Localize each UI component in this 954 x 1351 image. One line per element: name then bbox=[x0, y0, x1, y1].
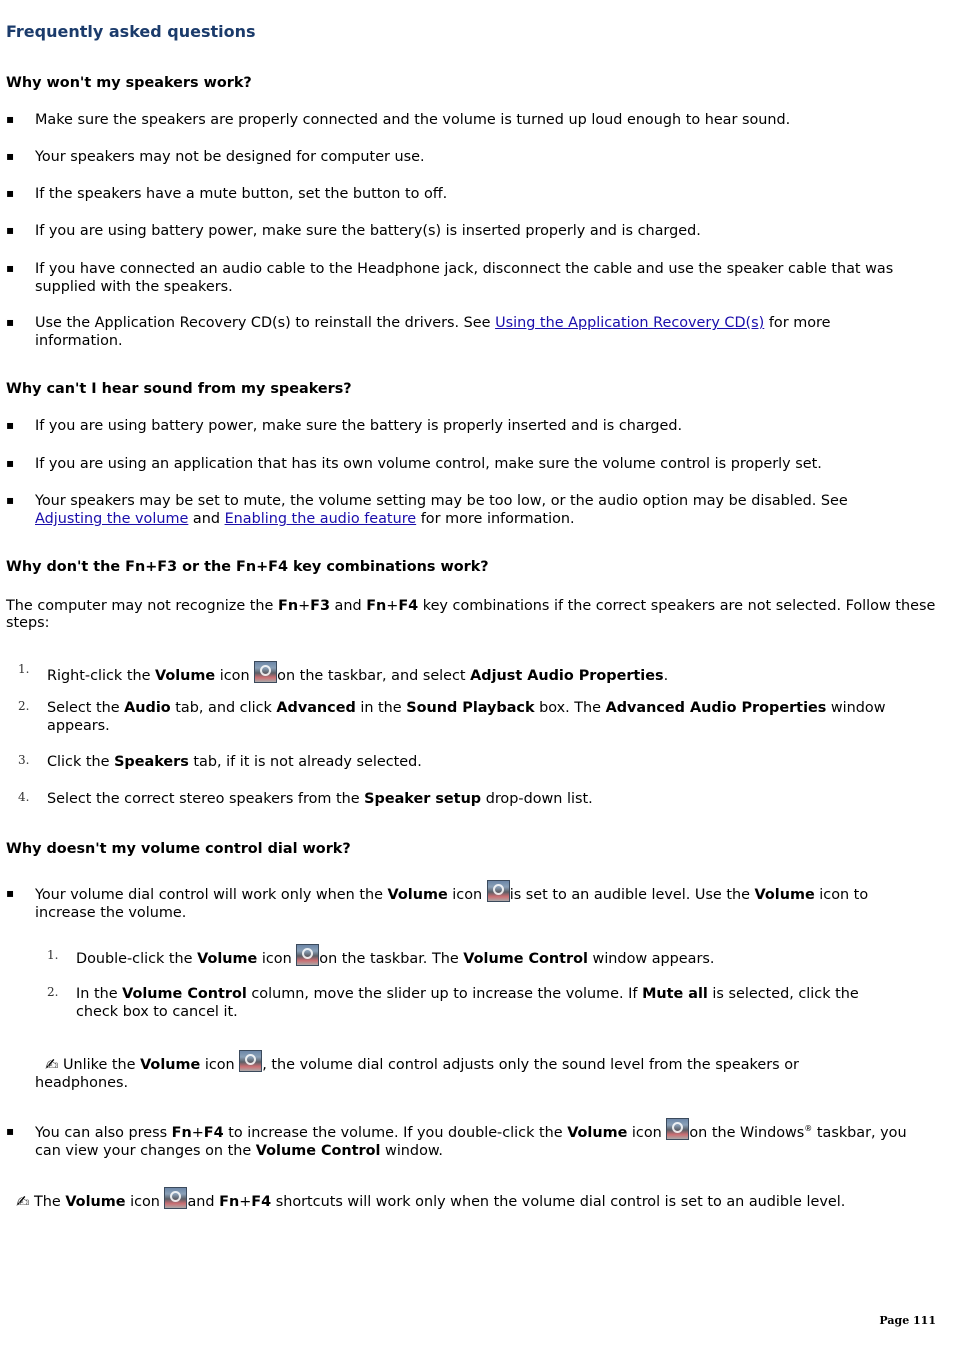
text: and bbox=[187, 1194, 220, 1210]
text: Volume Control bbox=[255, 1143, 381, 1159]
text: Volume Control bbox=[463, 951, 588, 967]
text: Click the bbox=[47, 754, 115, 770]
question-dial: Why doesn't my volume control dial work? bbox=[6, 841, 351, 857]
text: shortcuts will work only when the volume dial control is set to an audible level. bbox=[271, 1194, 846, 1210]
key-f3: F3 bbox=[310, 598, 330, 614]
text: taskbar, you can view your changes on the bbox=[35, 1125, 907, 1159]
text: window appears. bbox=[47, 700, 886, 734]
bullet-marker: ▪ bbox=[6, 223, 15, 237]
step-number: 2. bbox=[47, 985, 59, 999]
step-item bbox=[47, 790, 947, 808]
key-f4: F4 bbox=[398, 598, 419, 614]
text: Volume bbox=[155, 668, 216, 684]
text: tab, and click bbox=[170, 700, 277, 716]
key-fn: Fn bbox=[277, 598, 299, 614]
text: + bbox=[298, 598, 311, 614]
text: Select the bbox=[47, 700, 125, 716]
key-f4: F4 bbox=[203, 1125, 224, 1141]
volume-icon bbox=[296, 944, 319, 966]
text: You can also press bbox=[35, 1125, 172, 1141]
text: icon bbox=[447, 887, 487, 903]
bullet-marker: ▪ bbox=[6, 886, 15, 900]
text: The computer may not recognize the bbox=[6, 598, 278, 614]
text: window. bbox=[380, 1143, 443, 1159]
text: , the volume dial control adjusts only the sound level from the speakers or headphones. bbox=[35, 1057, 799, 1091]
text: to increase the volume. If you double-click the bbox=[223, 1125, 568, 1141]
text: Your volume dial control will work only when the bbox=[35, 887, 388, 903]
list-item: Make sure the speakers are properly connected and the volume is turned up loud enough to hear sound. bbox=[35, 112, 791, 128]
text: icon bbox=[257, 951, 297, 967]
text: Mute all bbox=[642, 986, 708, 1002]
registered-mark: ® bbox=[804, 1124, 813, 1134]
text: icon bbox=[125, 1194, 165, 1210]
list-item: Your speakers may not be designed for computer use. bbox=[35, 149, 425, 165]
list-item: If the speakers have a mute button, set the button to off. bbox=[35, 186, 448, 202]
text: Sound Playback bbox=[406, 700, 535, 716]
bullet-marker: ▪ bbox=[6, 149, 15, 163]
text: Select the correct stereo speakers from the bbox=[47, 791, 365, 807]
step-number: 2. bbox=[18, 699, 30, 713]
volume-icon bbox=[666, 1118, 689, 1140]
text: for more information. bbox=[35, 315, 831, 349]
text: tab, if it is not already selected. bbox=[188, 754, 422, 770]
text: is selected, click the check box to cancel it. bbox=[76, 986, 859, 1020]
text: is set to an audible level. Use the bbox=[509, 887, 755, 903]
bullet-marker: ▪ bbox=[6, 418, 15, 432]
key-f4: F4 bbox=[251, 1194, 272, 1210]
volume-icon bbox=[164, 1187, 187, 1209]
bullet-marker: ▪ bbox=[6, 261, 15, 275]
text: Speaker setup bbox=[364, 791, 482, 807]
text: + bbox=[386, 598, 399, 614]
text: Volume bbox=[197, 951, 258, 967]
text: + bbox=[239, 1194, 252, 1210]
bullet-marker: ▪ bbox=[6, 456, 15, 470]
note bbox=[16, 1187, 936, 1211]
text: Speakers bbox=[114, 754, 189, 770]
step-number: 1. bbox=[47, 948, 59, 962]
text: column, move the slider up to increase the volume. If bbox=[246, 986, 643, 1002]
text: icon to increase the volume. bbox=[35, 887, 869, 921]
question-fn-keys: Why don't the Fn+F3 or the Fn+F4 key combinations work? bbox=[6, 559, 489, 575]
text: In the bbox=[76, 986, 123, 1002]
volume-icon bbox=[487, 880, 510, 902]
text: Use the Application Recovery CD(s) to reinstall the drivers. See bbox=[35, 315, 496, 331]
question-speakers-work: Why won't my speakers work? bbox=[6, 75, 252, 91]
note bbox=[35, 1050, 895, 1092]
text: in the bbox=[355, 700, 407, 716]
intro-paragraph bbox=[6, 598, 936, 632]
adjusting-volume-link[interactable]: Adjusting the volume bbox=[35, 511, 189, 527]
text: box. The bbox=[534, 700, 606, 716]
list-item bbox=[35, 1118, 925, 1160]
text: Advanced Audio Properties bbox=[605, 700, 827, 716]
bullet-marker: ▪ bbox=[6, 186, 15, 200]
text: Audio bbox=[124, 700, 171, 716]
bullet-marker: ▪ bbox=[6, 1124, 15, 1138]
text: on the Windows bbox=[689, 1125, 805, 1141]
step-item bbox=[76, 985, 896, 1021]
text: Advanced bbox=[276, 700, 356, 716]
list-item: If you are using an application that has its own volume control, make sure the volume control is properly set. bbox=[35, 456, 822, 472]
text: . bbox=[663, 668, 669, 684]
page-number: Page 111 bbox=[879, 1314, 936, 1327]
text: Unlike the bbox=[58, 1057, 141, 1073]
text: icon bbox=[215, 668, 255, 684]
text: Right-click the bbox=[47, 668, 156, 684]
enabling-audio-link[interactable]: Enabling the audio feature bbox=[224, 511, 417, 527]
text: key combinations if the correct speakers are not selected. Follow these steps: bbox=[6, 598, 936, 631]
text: and bbox=[329, 598, 367, 614]
text: Volume bbox=[140, 1057, 201, 1073]
key-fn: Fn bbox=[366, 598, 387, 614]
text: Volume bbox=[65, 1194, 126, 1210]
note-pen-icon: ✍ bbox=[16, 1192, 30, 1211]
text: icon bbox=[627, 1125, 667, 1141]
step-item bbox=[47, 699, 907, 735]
list-item bbox=[35, 314, 915, 350]
step-item bbox=[47, 753, 947, 771]
step-item bbox=[76, 944, 916, 968]
volume-icon bbox=[239, 1050, 262, 1072]
text: Double-click the bbox=[76, 951, 198, 967]
step-number: 3. bbox=[18, 753, 30, 767]
bullet-marker: ▪ bbox=[6, 112, 15, 126]
bullet-marker: ▪ bbox=[6, 315, 15, 329]
text: window appears. bbox=[587, 951, 715, 967]
page-title: Frequently asked questions bbox=[6, 22, 256, 41]
text: drop-down list. bbox=[481, 791, 593, 807]
text: on the taskbar, and select bbox=[277, 668, 471, 684]
text: icon bbox=[200, 1057, 240, 1073]
recovery-cd-link[interactable]: Using the Application Recovery CD(s) bbox=[495, 315, 765, 331]
text: + bbox=[191, 1125, 204, 1141]
question-hear-sound: Why can't I hear sound from my speakers? bbox=[6, 381, 352, 397]
text: Volume bbox=[387, 887, 448, 903]
text: Volume bbox=[754, 887, 815, 903]
key-fn: Fn bbox=[171, 1125, 192, 1141]
list-item bbox=[35, 880, 915, 922]
text: Volume bbox=[567, 1125, 628, 1141]
volume-icon bbox=[254, 661, 277, 683]
text: on the taskbar. The bbox=[319, 951, 464, 967]
list-item: If you are using battery power, make sure the battery(s) is inserted properly and is charged. bbox=[35, 223, 701, 239]
list-item: If you have connected an audio cable to the Headphone jack, disconnect the cable and use the speaker cable that was supplied with the speakers. bbox=[35, 261, 894, 295]
step-number: 1. bbox=[18, 662, 30, 676]
key-fn: Fn bbox=[219, 1194, 240, 1210]
text: Adjust Audio Properties bbox=[470, 668, 664, 684]
list-item bbox=[35, 492, 915, 528]
text: for more information. bbox=[416, 511, 575, 527]
step-number: 4. bbox=[18, 790, 30, 804]
bullet-marker: ▪ bbox=[6, 493, 15, 507]
list-item: If you are using battery power, make sure the battery is properly inserted and is charged. bbox=[35, 418, 683, 434]
text: The bbox=[29, 1194, 66, 1210]
text: and bbox=[188, 511, 225, 527]
text: Volume Control bbox=[122, 986, 247, 1002]
text: Your speakers may be set to mute, the volume setting may be too low, or the audio option may be disabled. See bbox=[35, 493, 848, 509]
note-pen-icon: ✍ bbox=[45, 1055, 59, 1074]
step-item bbox=[47, 661, 947, 685]
